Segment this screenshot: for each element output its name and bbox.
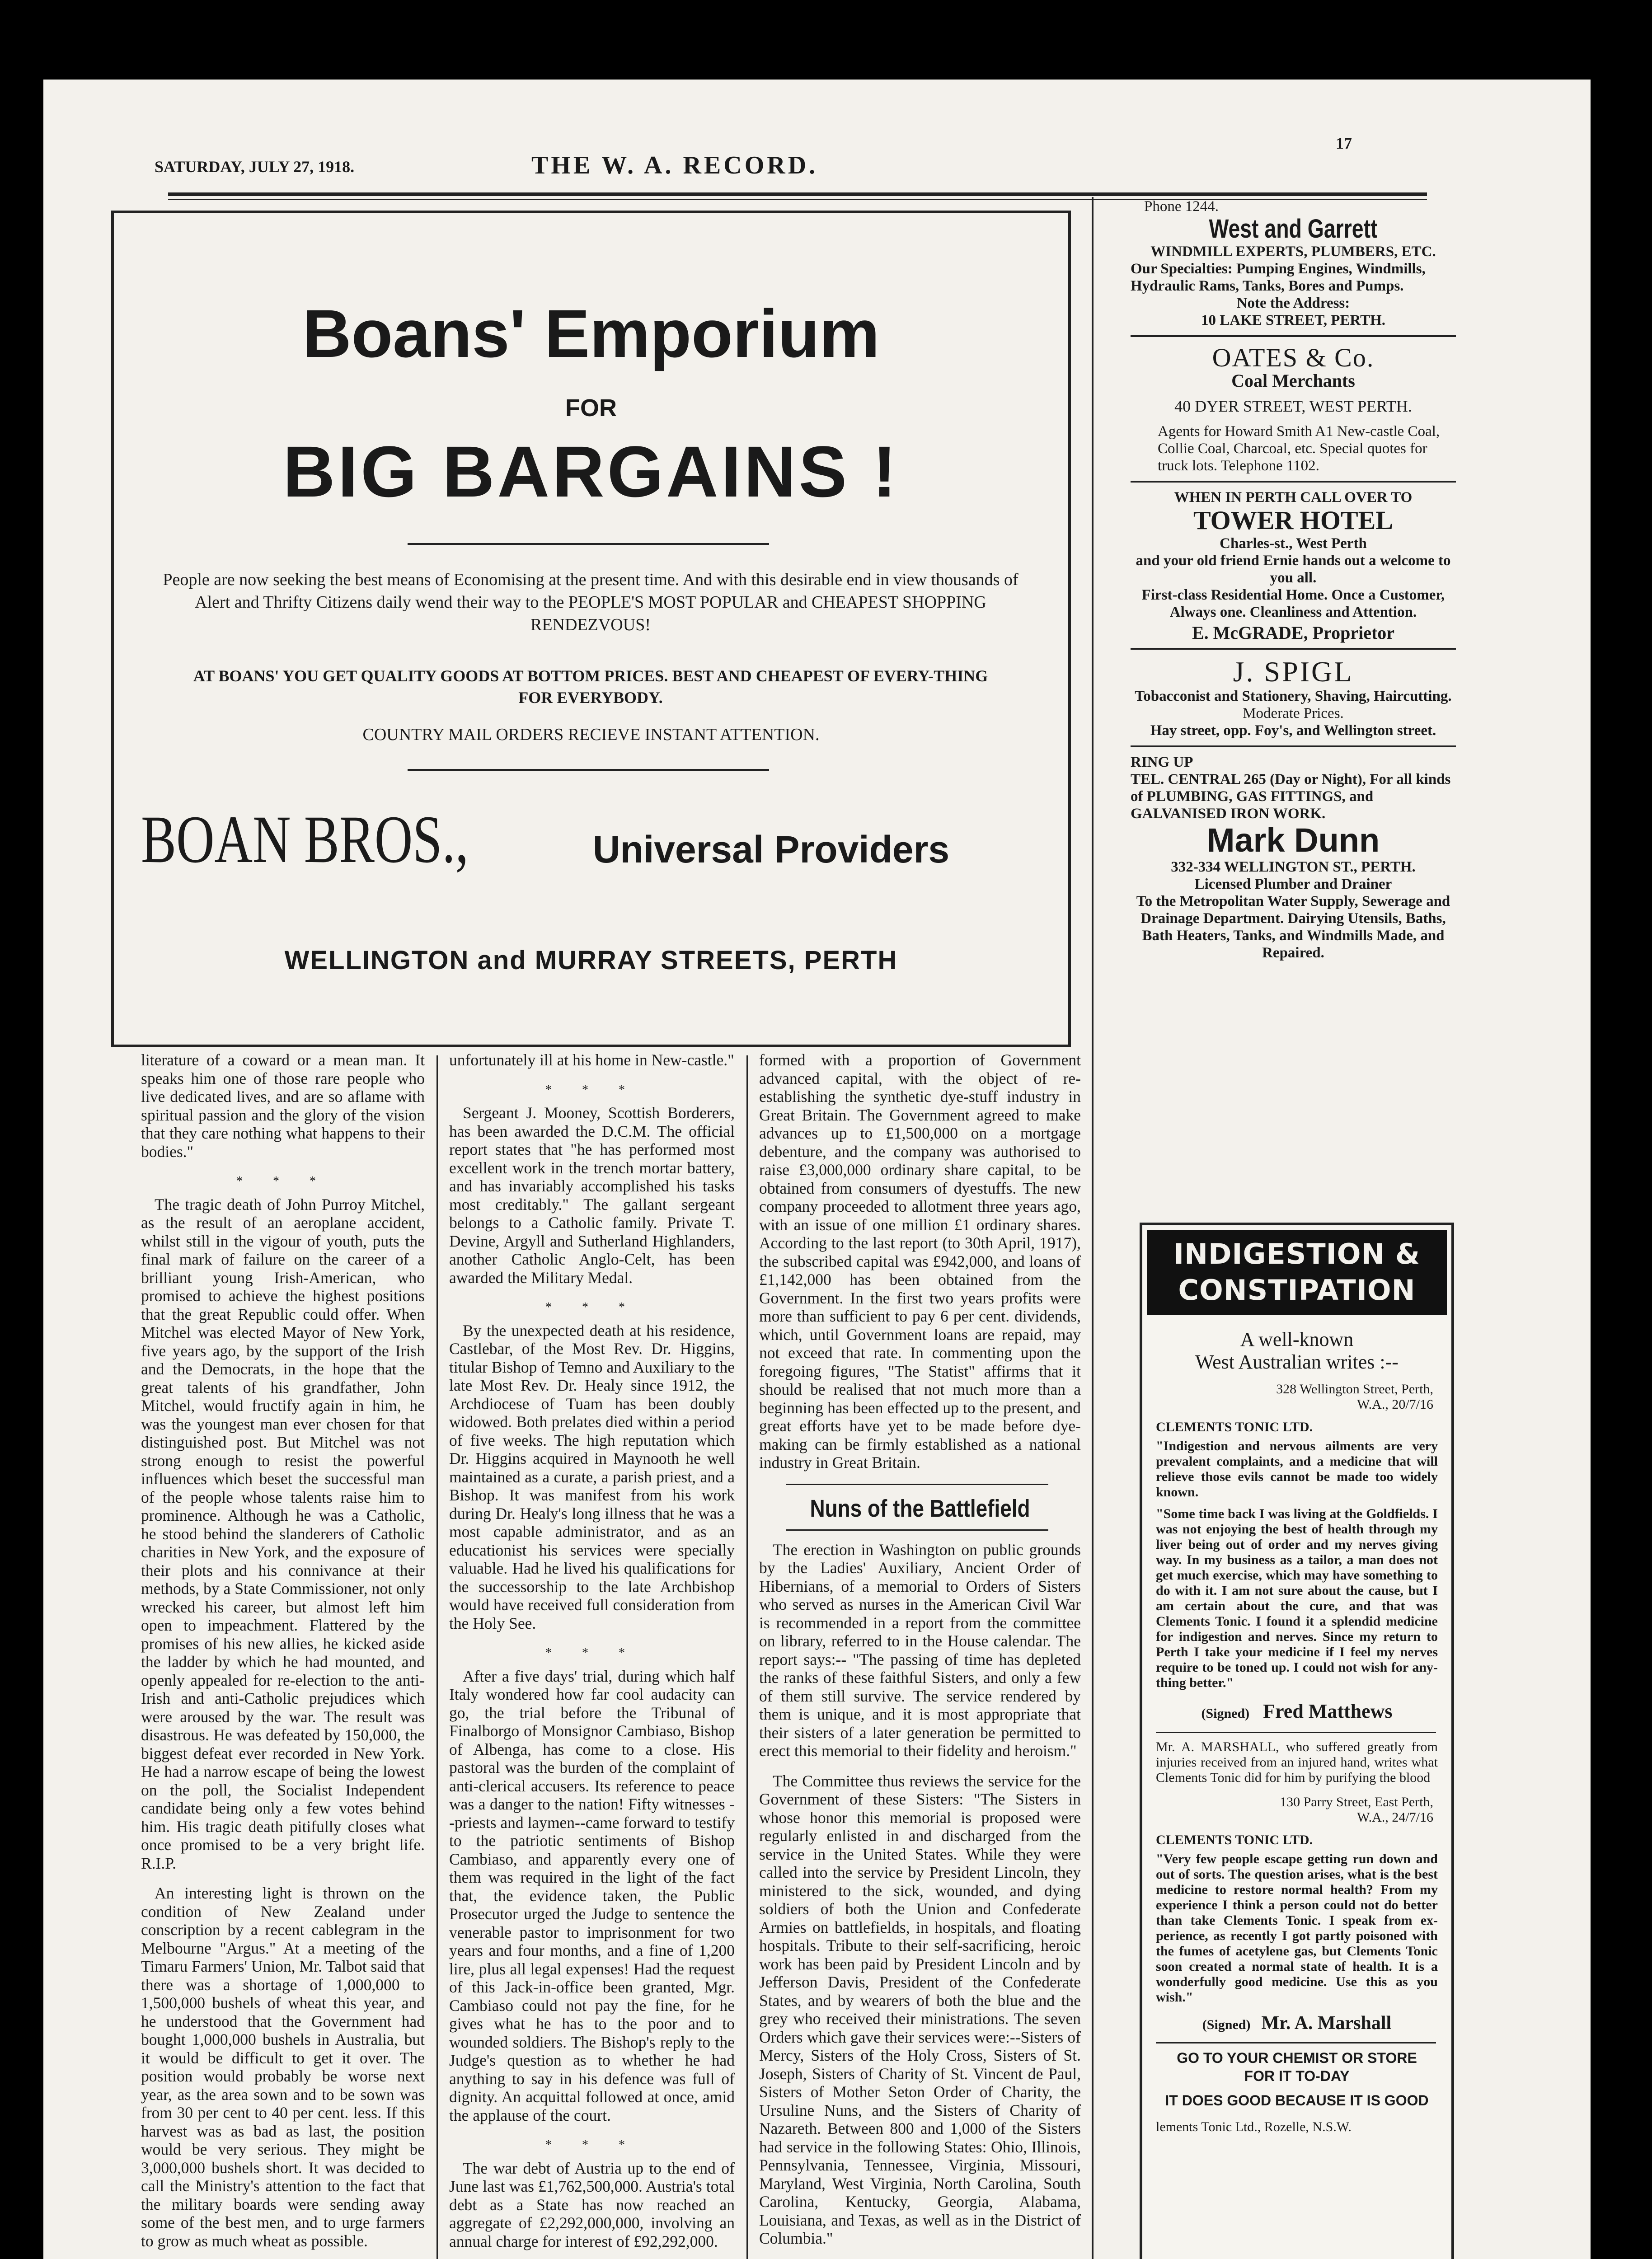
- divider: [1131, 335, 1456, 337]
- signed-label: (Signed): [1201, 1706, 1250, 1721]
- col2-cambiaso-paragraph: After a five days' trial, during which half Italy wondered how far cool audacity can go, the trial before the Tribunal of Finalborgo of Monsignor Cambiaso, Bishop of Albenga, has come to a close. His pastoral was the burden of the complaint of anti-clerical accusers. Its reference to peace was a danger to the nation! Fifty witnesses --priests and laymen--came forward to testify to the patriotic sentiments of Bishop Cambiaso, and apparently every one of them was required in the light of the fact that, the evidence taken, the Public Prosecutor urged the Judge to sentence the venerable pastor to imprisonment for two years and four months, and a fine of 1,200 lire, plus all legal expenses! Had the request of this Jack-in-office been granted, Mgr. Cambiaso could not pay the fine, for he gives what he has to the poor and to wounded soldiers. The Bishop's reply to the Judge's question as to whether he had anything to say in his defence was full of dignity. An acquittal followed at once, amid the applause of the court.: [449, 1667, 735, 2124]
- west-garrett-specialties: Our Specialties: Pumping Engines, Windmills, Hydraulic Rams, Tanks, Bores and Pumps.: [1131, 261, 1426, 294]
- oates-name: OATES & Co.: [1212, 343, 1375, 372]
- heading-line-2: CONSTIPATION: [1178, 1274, 1416, 1307]
- heading-line-1: INDIGESTION &: [1173, 1237, 1420, 1270]
- west-garrett-address: 10 LAKE STREET, PERTH.: [1201, 312, 1386, 328]
- divider: [1131, 481, 1456, 483]
- separator-stars: * * *: [236, 1174, 329, 1188]
- tower-hotel-name: TOWER HOTEL: [1193, 506, 1394, 535]
- divider: [1156, 2042, 1436, 2043]
- col1-paragraph: literature of a coward or a mean man. It speaks him one of those rare people who live dedicated lives, and are so aflame with spiritual passion and the glory of the vision that they care nothing what happens to their bodies.": [141, 1051, 425, 1161]
- divider: [1131, 648, 1456, 650]
- writes-line: West Australian writes :--: [1195, 1351, 1399, 1373]
- testimonial-quote: "Indigestion and nervous ailments are very prevalent complaints, and a medicine that will relieve those evils cannot be made too widely known.: [1156, 1439, 1438, 1500]
- spigl-prices: Moderate Prices.: [1243, 705, 1344, 722]
- right-advertisements: [1131, 198, 1456, 968]
- masthead: THE W. A. RECORD.: [531, 151, 818, 179]
- col3-nuns-paragraph: The erection in Washington on public grounds by the Ladies' Auxiliary, Ancient Order of Hibernians, of a memorial to Orders of Sisters who served as nurses in the American Civil War is recommended in a report from the committee on library, referred to in the House calendar. The report says:-- "The passing of time has depleted the ranks of these faithful Sisters, and only a few of them still survive. The service rendered by them is unique, and it is most appropriate that their sisters of a later generation be permitted to erect this memorial to their fidelity and heroism.": [759, 1540, 1081, 1760]
- divider: [786, 1529, 1048, 1531]
- boans-mail-orders: COUNTRY MAIL ORDERS RECIEVE INSTANT ATTENTION.: [362, 725, 820, 744]
- spigl-trade: Tobacconist and Stationery, Shaving, Haircutting.: [1135, 688, 1452, 704]
- col2-mooney-paragraph: Sergeant J. Mooney, Scottish Borderers, has been awarded the D.C.M. The official report states that "he has performed most excellent work in the trench mortar battery, and has invariably accomplished his tasks most creditably." The gallant sergeant belongs to a Catholic family. Private T. Devine, Argyll and Sutherland Highlanders, another Catholic Anglo-Celt, has been awarded the Military Medal.: [449, 1104, 735, 1287]
- tower-features: First-class Residential Home. Once a Customer, Always one. Cleanliness and Attention.: [1141, 587, 1445, 620]
- boans-body: People are now seeking the best means of Economising at the present time. And with this desirable end in view thousands of Alert and Thrifty Citizens daily wend their way to the PEOPLE'S MOST POPULAR and CHEAPEST SHOPPING RENDEZVOUS!: [163, 570, 1018, 634]
- boan-bros-name: BOAN BROS.,: [141, 802, 469, 877]
- newspaper-page: [43, 80, 1591, 2259]
- tower-intro: WHEN IN PERTH CALL OVER TO: [1174, 489, 1413, 506]
- west-garrett-note: Note the Address:: [1236, 295, 1350, 311]
- col3-committee-paragraph: The Committee thus reviews the service for the Government of these Sisters: "The Sisters in whose honor this memorial is proposed were regularly enlisted in and discharged from the service in the United States. While they were called into the service by President Lincoln, they ministered to the sick, wounded, and dying soldiers of both the Union and Confederate Armies on battlefields, in hospitals, and floating hospitals. Tribute to their self-sacrificing, heroic work has been paid by President Lincoln and by Jefferson Davis, President of the Confederate States, and by wearers of both the blue and the grey who received their ministrations. The seven Orders which gave their services were:--Sisters of Mercy, Sisters of the Holy Cross, Sisters of St. Joseph, Sisters of Charity of St. Vincent de Paul, Sisters of Mother Seton Order of Charity, the Ursuline Nuns, and the Sisters of Charity of Nazareth. Between 800 and 1,000 of the Sisters had service in the following States: Ohio, Illinois, Pennsylvania, Tennessee, Virginia, Missouri, Maryland, West Virginia, North Carolina, South Carolina, Kentucky, Georgia, Alabama, Louisiana, and Texas, as well as in the District of Columbia.": [759, 1772, 1081, 2247]
- boans-address: WELLINGTON and MURRAY STREETS, PERTH: [284, 946, 898, 975]
- divider: [1156, 1732, 1436, 1733]
- well-known: A well-known: [1240, 1328, 1354, 1350]
- signed-label: (Signed): [1202, 2017, 1251, 2032]
- testimonial-quote: "Very few people escape getting run down and out of sorts. The question arises, what is the best medicine to restore normal health? From my experience I think a person could not do better than take Clements Tonic. I speak from ex-perience, as recently I got partly poisoned with the fumes of acetylene gas, but Clements Tonic soon created a normal state of health. It is a wonderfully good medicine. Use this as you wish.": [1156, 1851, 1438, 2005]
- col2-paragraph: unfortunately ill at his home in New-castle.": [449, 1051, 734, 1069]
- oates-address: 40 DYER STREET, WEST PERTH.: [1174, 397, 1412, 415]
- mark-dunn-ad: [1131, 754, 1456, 961]
- column-divider: [436, 1055, 438, 2259]
- letter-address: 130 Parry Street, East Perth, W.A., 24/7/16: [1280, 1795, 1433, 1825]
- spigl-name: J. SPIGL: [1233, 656, 1354, 688]
- manufacturer-footer: lements Tonic Ltd., Rozelle, N.S.W.: [1156, 2119, 1352, 2134]
- separator-stars: * * *: [545, 1300, 638, 1314]
- letter-address: 328 Wellington Street, Perth, W.A., 20/7/16: [1276, 1382, 1433, 1412]
- dunn-licensed: Licensed Plumber and Drainer: [1194, 876, 1392, 892]
- marshall-intro: Mr. A. MARSHALL, who suffered greatly from injuries received from an injured hand, writes what Clements Tonic did for him by purifying the blood: [1156, 1739, 1438, 1785]
- tower-proprietor: E. McGRADE, Proprietor: [1192, 623, 1395, 643]
- boans-advertisement: [111, 211, 1071, 1047]
- oates-ad: [1131, 343, 1456, 474]
- call-to-action: GO TO YOUR CHEMIST OR STORE FOR IT TO-DAY: [1177, 2050, 1417, 2084]
- tower-welcome: and your old friend Ernie hands out a welcome to you all.: [1136, 553, 1451, 586]
- west-garrett-ad: [1131, 198, 1456, 329]
- mark-dunn-name: Mark Dunn: [1206, 821, 1380, 859]
- col1-new-zealand-paragraph: An interesting light is thrown on the condition of New Zealand under conscription by a recent cablegram in the Melbourne "Argus." At a meeting of the Timaru Farmers' Union, Mr. Talbot said that there was a shortage of 1,000,000 to 1,500,000 bushels of wheat this year, and he understood that the Government had bought 1,000,000 bushels in Australia, but it would be difficult to get it over. The position would probably be worse next year, as the area sown and to be sown was from 30 per cent to 40 per cent. less. If this harvest was as bad as last, the position would be very serious. They might be 3,000,000 bushels short. It was decided to call the Ministry's attention to the fact that the military boards were sending away some of the best men, and to urge farmers to grow as much wheat as possible.: [141, 1884, 425, 2250]
- header-rule: [168, 192, 1427, 196]
- separator-stars: * * *: [545, 1646, 638, 1660]
- tower-hotel-ad: [1131, 489, 1456, 642]
- boans-for: FOR: [565, 394, 617, 422]
- col1-mitchel-paragraph: The tragic death of John Purroy Mitchel, as the result of an aeroplane accident, whilst still in the vigour of youth, puts the final mark of failure on the career of a brilliant young Irish-American, who promised to achieve the highest positions that the great Republic could offer. When Mitchel was elected Mayor of New York, five years ago, by the support of the Irish and the Democrats, in the hope that the great talents of his grandfather, John Mitchel, would fructify again in him, he was the youngest man ever chosen for that distinguished post. But Mitchel was not strong enough to resist the powerful influences which beset the successful man of the people whose talents raise him to prominence. Although he was a Catholic, he stood behind the slanderers of Catholic charities in New York, and the exposure of their plots and his connivance at their methods, by a State Commissioner, not only wrecked his career, but almost left him open to impeachment. Flattered by the promises of his new allies, he kicked aside the ladder by which he had mounted, and openly appealed for re-election to the anti-Irish and anti-Catholic prejudices which were aroused by the war. The result was disastrous. He was defeated by 150,000, the biggest defeat ever recorded in New York. He had a narrow escape of being the lowest on the poll, the Socialist Independent candidate being only a few votes behind him. His tragic death pitifully closes what once promised to be a very bright life. R.I.P.: [141, 1195, 425, 1872]
- slogan: IT DOES GOOD BECAUSE IT IS GOOD: [1165, 2092, 1429, 2109]
- letter-company: CLEMENTS TONIC LTD.: [1156, 1420, 1313, 1434]
- separator-stars: * * *: [545, 2138, 638, 2152]
- universal-providers: Universal Providers: [593, 828, 950, 871]
- section-heading: Nuns of the Battlefield: [810, 1495, 1030, 1522]
- col2-higgins-paragraph: By the unexpected death at his residence, Castlebar, of the Most Rev. Dr. Higgins, titular Bishop of Temno and Auxiliary to the late Most Rev. Dr. Healy since 1912, the Archdiocese of Tuam has been doubly widowed. Both prelates died within a period of five weeks. The high reputation which Dr. Higgins acquired in Maynooth he well maintained as a curate, a parish priest, and a Bishop. It was manifest from his work during Dr. Healy's long illness that he was a most capable administrator, and as an educationist his services were specially valuable. Had he lived his qualifications for the successorship to the late Archbishop would have received full consideration from the Holy See.: [449, 1321, 735, 1632]
- divider: [408, 769, 769, 771]
- spigl-address: Hay street, opp. Foy's, and Wellington street.: [1150, 722, 1436, 739]
- boans-quality: AT BOANS' YOU GET QUALITY GOODS AT BOTTOM PRICES. BEST AND CHEAPEST OF EVERY-THING FOR EVERYBODY.: [193, 667, 988, 707]
- signature-line: [1142, 2007, 1451, 2039]
- issue-date: SATURDAY, JULY 27, 1918.: [155, 158, 355, 176]
- west-garrett-trade: WINDMILL EXPERTS, PLUMBERS, ETC.: [1150, 244, 1436, 260]
- column-divider: [746, 1055, 748, 2259]
- column-divider: [1092, 197, 1094, 2259]
- separator-stars: * * *: [545, 1083, 638, 1097]
- dunn-telephone: TEL. CENTRAL 265 (Day or Night), For all kinds of PLUMBING, GAS FITTINGS, and GALVANISED IRON WORK.: [1131, 771, 1451, 822]
- boans-title: Boans' Emporium: [302, 295, 880, 371]
- oates-trade: Coal Merchants: [1231, 370, 1355, 391]
- boans-headline: BIG BARGAINS !: [283, 431, 899, 512]
- col2-austria-paragraph: The war debt of Austria up to the end of June last was £1,762,500,000. Austria's total debt as a State has now reached an aggregate of £2,292,000,000, involving an annual charge for interest of £92,292,000.: [449, 2159, 735, 2250]
- signature-name: Mr. A. Marshall: [1261, 2013, 1392, 2034]
- col3-paragraph: formed with a proportion of Government advanced capital, with the object of re-establishing the synthetic dye-stuff industry in Great Britain. The Government agreed to make advances up to £1,500,000 on a mortgage debenture, and the company was authorised to raise £3,000,000 ordinary share capital, to be obtained from consumers of dyestuffs. The new company proceeded to allotment three years ago, with an issue of one million £1 ordinary shares. According to the last report (to 30th April, 1917), the subscribed capital was £942,000, and loans of £1,142,000 has been obtained from the Government. In the first two years profits were more than sufficient to pay 6 per cent. dividends, which, until Government loans are repaid, may not exceed that rate. In commenting upon the foregoing figures, "The Statist" affirms that it should be realised that not much more than a beginning has been effected up to the present, and great efforts have yet to be made before dye-making can be firmly established as a national industry in Great Britain.: [759, 1051, 1081, 1472]
- signature-line: [1142, 1695, 1451, 1727]
- tower-street: Charles-st., West Perth: [1220, 535, 1367, 552]
- divider: [1131, 745, 1456, 747]
- column-1: [141, 1051, 425, 2259]
- column-3: [759, 1051, 1081, 2259]
- indigestion-heading: [1147, 1230, 1447, 1315]
- column-2: [449, 1051, 735, 2259]
- signature-name: Fred Matthews: [1263, 1700, 1393, 1722]
- letter-company: CLEMENTS TONIC LTD.: [1156, 1833, 1313, 1847]
- spigl-ad: [1131, 656, 1456, 739]
- dunn-body: To the Metropolitan Water Supply, Sewerage and Drainage Department. Dairying Utensils, Baths, Bath Heaters, Tanks, and Windmills Made, and Repaired.: [1136, 893, 1450, 961]
- ring-up: RING UP: [1131, 754, 1193, 770]
- divider: [786, 1484, 1048, 1485]
- phone-number: Phone 1244.: [1144, 198, 1219, 215]
- page-number: 17: [1336, 134, 1352, 152]
- west-garrett-name: West and Garrett: [1209, 214, 1378, 244]
- indigestion-advertisement: [1140, 1223, 1454, 2259]
- testimonial-quote: "Some time back I was living at the Goldfields. I was not enjoying the best of health through my liver being out of order and my nerves giving way. In my business as a tailor, a man does not get much exercise, which may have something to do with it. I am not sure about the cause, but I am certain about the cure, and that was Clements Tonic. I found it a splendid medicine for indigestion and nerves. Since my return to Perth I take your medicine if I feel my nerves require to be toned up. I could not wish for any-thing better.": [1156, 1506, 1438, 1690]
- dunn-address: 332-334 WELLINGTON ST., PERTH.: [1171, 859, 1416, 875]
- divider: [408, 543, 769, 545]
- oates-body: Agents for Howard Smith A1 New-castle Coal, Collie Coal, Charcoal, etc. Special quotes for truck lots. Telephone 1102.: [1158, 423, 1440, 474]
